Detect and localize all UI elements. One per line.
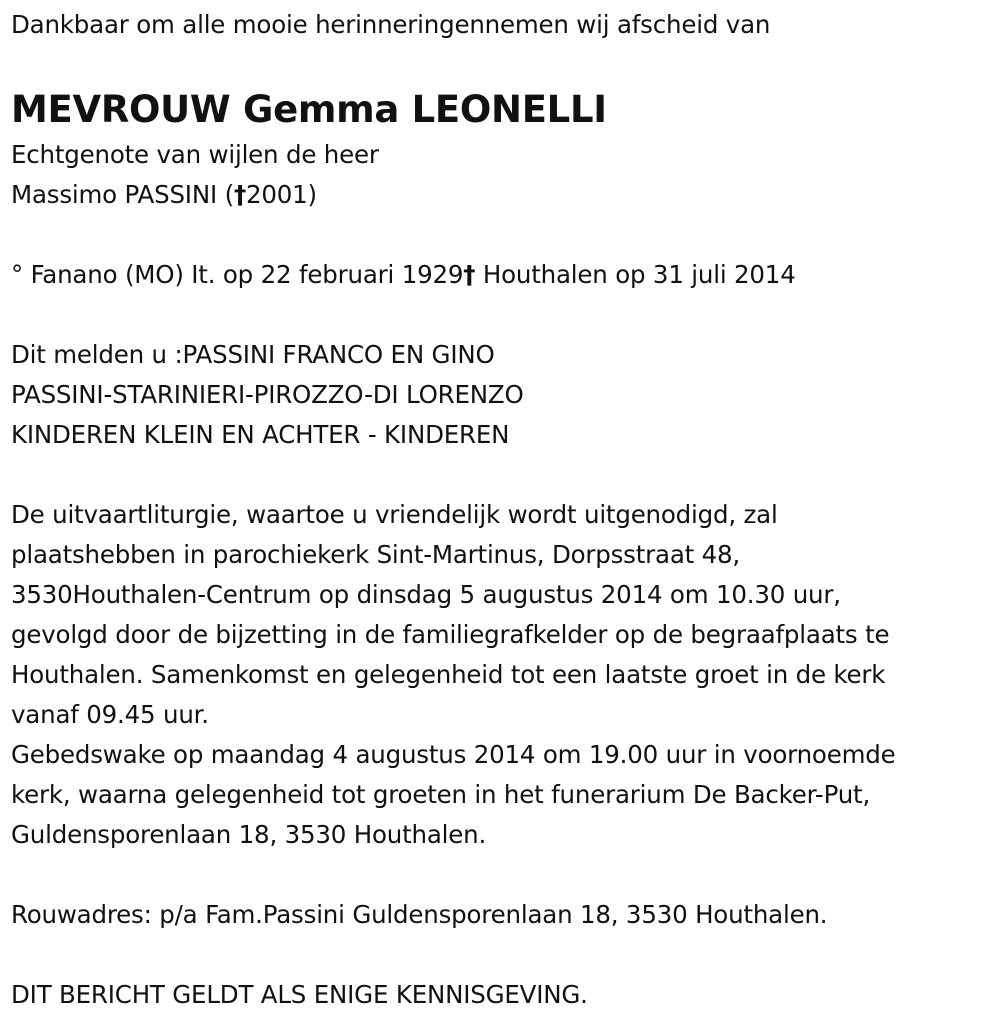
closing-statement: DIT BERICHT GELDT ALS ENIGE KENNISGEVING. [11,980,588,1009]
funeral-text-line: Guldensporenlaan 18, 3530 Houthalen. [11,820,487,849]
intro-text: Dankbaar om alle mooie herinneringennemen wij afscheid van [11,10,771,39]
announcer-line: PASSINI-STARINIERI-PIROZZO-DI LORENZO [11,380,524,409]
spouse-name: Massimo PASSINI ( [11,180,234,209]
spacer [11,295,996,335]
funeral-text-line: Gebedswake op maandag 4 augustus 2014 om 19.00 uur in voornoemde [11,740,896,769]
spouse-line-2 [11,175,996,215]
death-notice [11,0,996,1015]
spouse-death-year: 2001) [246,180,317,209]
cross-icon: † [463,260,476,289]
funeral-text-line: Houthalen. Samenkomst en gelegenheid tot een laatste groet in de kerk [11,660,886,689]
spacer [11,215,996,255]
funeral-text-line: plaatshebben in parochiekerk Sint-Martinus, Dorpsstraat 48, [11,540,741,569]
spouse-line-1: Echtgenote van wijlen de heer [11,140,379,169]
announcer-line: KINDEREN KLEIN EN ACHTER - KINDEREN [11,420,510,449]
funeral-text-line: De uitvaartliturgie, waartoe u vriendelijk wordt uitgenodigd, zal [11,500,778,529]
death-info: Houthalen op 31 juli 2014 [475,260,796,289]
funeral-text-line: kerk, waarna gelegenheid tot groeten in het funerarium De Backer-Put, [11,780,871,809]
cross-icon: † [233,180,246,209]
announcer-line: Dit melden u :PASSINI FRANCO EN GINO [11,340,495,369]
deceased-name: MEVROUW Gemma LEONELLI [11,88,607,131]
birth-death-line [11,255,996,295]
funeral-text-line: 3530Houthalen-Centrum op dinsdag 5 augustus 2014 om 10.30 uur, [11,580,841,609]
funeral-text-line: gevolgd door de bijzetting in de familiegrafkelder op de begraafplaats te [11,620,890,649]
spacer [11,935,996,975]
spacer [11,455,996,495]
funeral-text-line: vanaf 09.45 uur. [11,700,209,729]
birth-info: ° Fanano (MO) It. op 22 februari 1929 [11,260,464,289]
mourning-address: Rouwadres: p/a Fam.Passini Guldensporenlaan 18, 3530 Houthalen. [11,900,828,929]
spacer [11,855,996,895]
